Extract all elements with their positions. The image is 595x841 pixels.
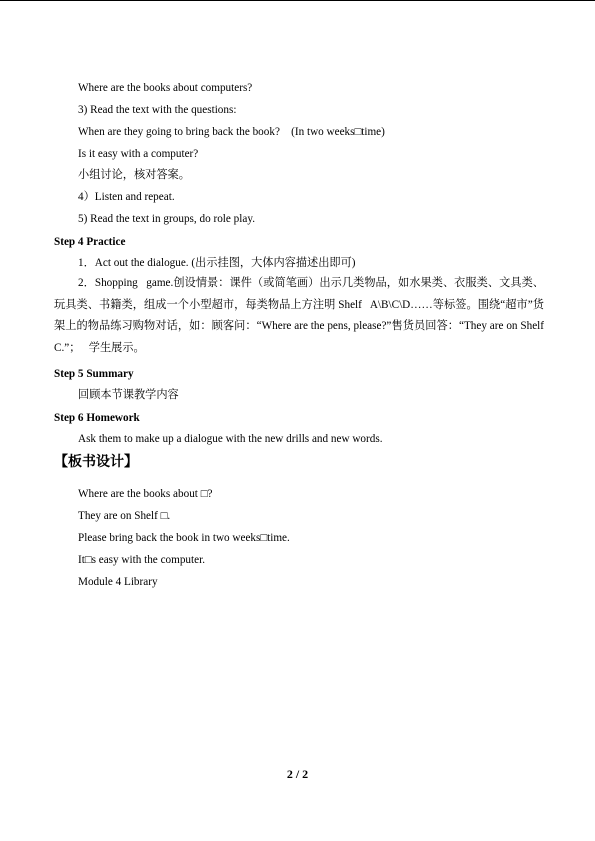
text-line: Where are the books about computers?: [78, 82, 253, 94]
shopping-game-paragraph: 2．Shopping game.创设情景：课件（或简笔画）出示几类物品，如水果类、衣服类、文具类、玩具类、书籍类，组成一个小型超市，每类物品上方注明 Shelf A\B\C\D……等标签。围绕“超市”货架上的物品练习购物对话，如：顾客问：“Where are the pens, please?”售货员回答：“They are on Shelf C.”； 学生展示。: [54, 277, 544, 354]
text-line: Is it easy with a computer?: [78, 148, 199, 160]
text-line: 1．Act out the dialogue. (出示挂图，大体内容描述出即可): [78, 257, 356, 269]
board-line: Where are the books about □?: [78, 488, 213, 500]
page-number: 2 / 2: [286, 767, 309, 781]
step-heading: Step 5 Summary: [54, 368, 134, 380]
board-line: Please bring back the book in two weeks□time.: [78, 532, 290, 544]
text-line: When are they going to bring back the book? (In two weeks□time): [78, 126, 385, 138]
text-line: 4）Listen and repeat.: [78, 191, 175, 203]
text-line: 3) Read the text with the questions:: [78, 104, 237, 116]
step-heading: Step 6 Homework: [54, 412, 140, 424]
top-rule: [0, 0, 595, 1]
board-line: It□s easy with the computer.: [78, 554, 205, 566]
board-line: They are on Shelf □.: [78, 510, 171, 522]
text-line: 5) Read the text in groups, do role play.: [78, 213, 255, 225]
board-design-title: 【板书设计】: [54, 455, 138, 470]
text-line: Ask them to make up a dialogue with the new drills and new words.: [78, 433, 383, 445]
step-heading: Step 4 Practice: [54, 236, 126, 248]
text-line: 小组讨论，核对答案。: [78, 169, 190, 181]
board-line: Module 4 Library: [78, 576, 158, 588]
text-line: 回顾本节课教学内容: [78, 389, 179, 401]
